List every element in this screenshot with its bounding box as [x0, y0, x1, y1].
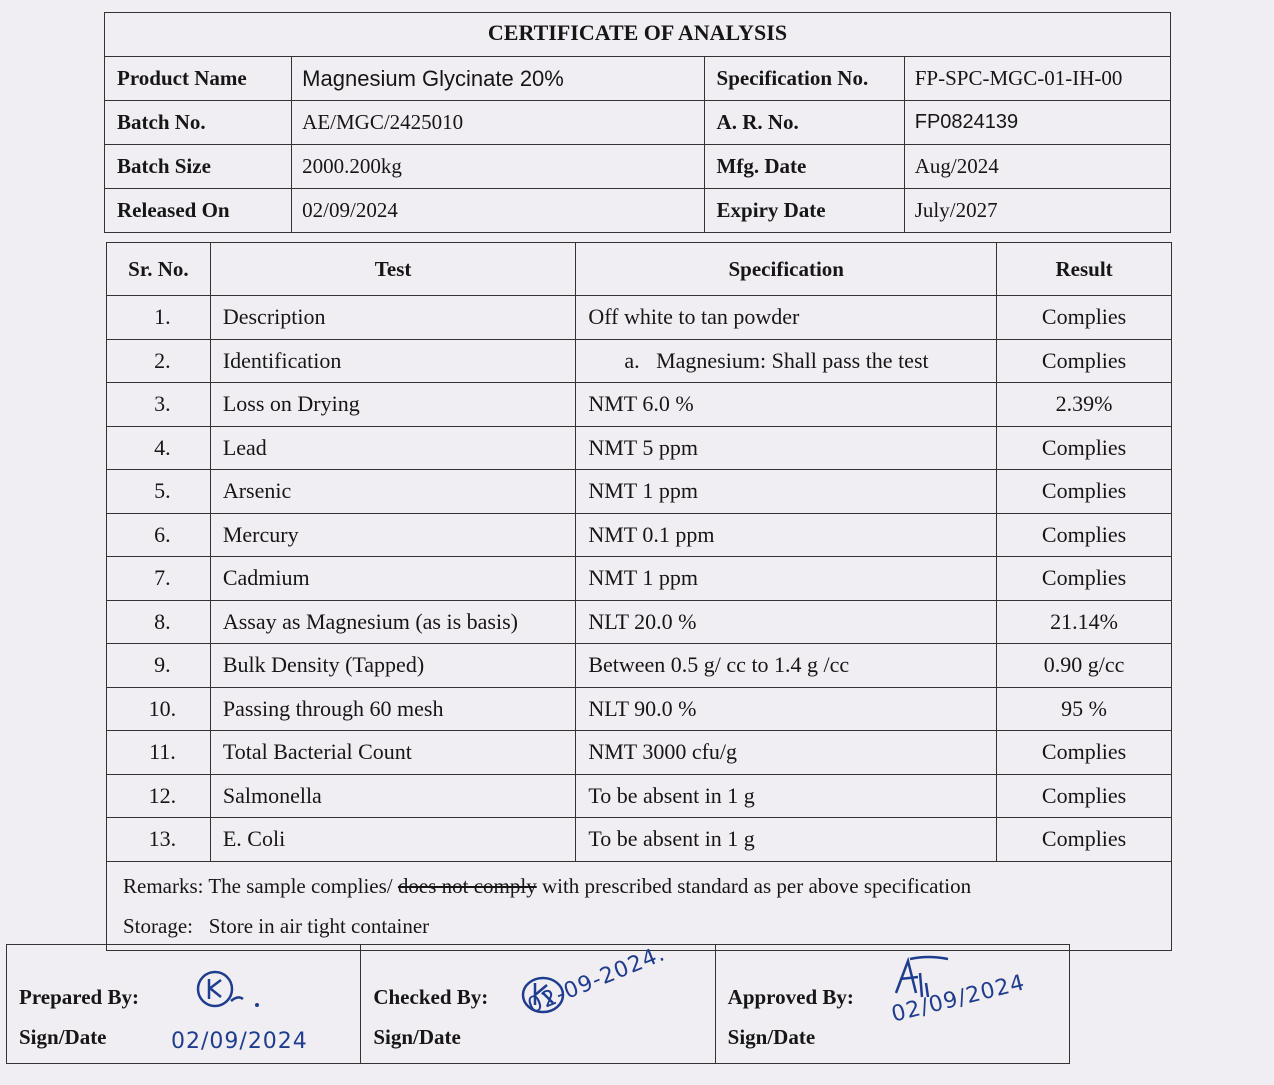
test-name: Identification: [210, 339, 575, 383]
test-name: Arsenic: [210, 470, 575, 514]
remarks-row: [107, 861, 1172, 950]
test-name: Assay as Magnesium (as is basis): [210, 600, 575, 644]
table-row: [107, 383, 1172, 427]
test-spec: NMT 3000 cfu/g: [576, 731, 997, 775]
remarks-suffix: with prescribed standard as per above specification: [536, 873, 972, 898]
test-spec: NLT 20.0 %: [576, 600, 997, 644]
approved-by-cell: [715, 945, 1069, 1064]
col-header-spec: Specification: [576, 243, 997, 296]
header-row: [107, 243, 1172, 296]
expiry-date-value: July/2027: [904, 189, 1170, 233]
col-header-test: Test: [210, 243, 575, 296]
table-row: [107, 557, 1172, 601]
prepared-by-cell: [7, 945, 361, 1064]
sr-no: 7.: [107, 557, 211, 601]
released-on-value: 02/09/2024: [292, 189, 704, 233]
test-result: Complies: [997, 470, 1172, 514]
spec-no-value: FP-SPC-MGC-01-IH-00: [904, 57, 1170, 101]
col-header-result: Result: [997, 243, 1172, 296]
table-row: [107, 600, 1172, 644]
test-spec: Between 0.5 g/ cc to 1.4 g /cc: [576, 644, 997, 688]
certificate-title: CERTIFICATE OF ANALYSIS: [104, 12, 1171, 57]
sr-no: 2.: [107, 339, 211, 383]
info-row: [105, 189, 1171, 233]
test-result: 95 %: [997, 687, 1172, 731]
released-on-label: Released On: [105, 189, 292, 233]
test-spec: NMT 1 ppm: [576, 470, 997, 514]
storage-label: Storage:: [123, 913, 193, 938]
table-row: [107, 774, 1172, 818]
mfg-date-label: Mfg. Date: [704, 145, 904, 189]
test-result: Complies: [997, 774, 1172, 818]
signoff-table: [6, 941, 1070, 1064]
remarks-struck-text: does not comply: [397, 873, 537, 898]
checked-sign-date-label: Sign/Date: [373, 1025, 461, 1049]
sr-no: 1.: [107, 296, 211, 340]
product-name-value: Magnesium Glycinate 20%: [292, 57, 704, 101]
info-row: [105, 145, 1171, 189]
sr-no: 10.: [107, 687, 211, 731]
table-row: [107, 339, 1172, 383]
batch-no-value: AE/MGC/2425010: [292, 101, 704, 145]
table-row: [107, 296, 1172, 340]
sr-no: 8.: [107, 600, 211, 644]
table-row: [107, 470, 1172, 514]
test-name: Lead: [210, 426, 575, 470]
test-name: Description: [210, 296, 575, 340]
test-result: Complies: [997, 513, 1172, 557]
test-spec: NMT 6.0 %: [576, 383, 997, 427]
info-row: [105, 101, 1171, 145]
test-spec: NLT 90.0 %: [576, 687, 997, 731]
table-row: [107, 731, 1172, 775]
sr-no: 13.: [107, 818, 211, 862]
checked-by-cell: [361, 941, 715, 1064]
table-row: [107, 644, 1172, 688]
test-result: 0.90 g/cc: [997, 644, 1172, 688]
test-result: Complies: [997, 731, 1172, 775]
sr-no: 5.: [107, 470, 211, 514]
test-spec: NMT 5 ppm: [576, 426, 997, 470]
mfg-date-value: Aug/2024: [904, 145, 1170, 189]
product-info-table: [104, 56, 1171, 233]
test-result: 21.14%: [997, 600, 1172, 644]
product-name-label: Product Name: [105, 57, 292, 101]
test-spec: Off white to tan powder: [576, 296, 997, 340]
sr-no: 11.: [107, 731, 211, 775]
batch-size-label: Batch Size: [105, 145, 292, 189]
test-name: Total Bacterial Count: [210, 731, 575, 775]
test-result: Complies: [997, 557, 1172, 601]
test-name: Salmonella: [210, 774, 575, 818]
ar-no-value: FP0824139: [904, 101, 1170, 145]
approved-sign-date-label: Sign/Date: [727, 1025, 816, 1049]
certificate-sheet: [104, 12, 1171, 1077]
sr-no: 12.: [107, 774, 211, 818]
test-results-table: [106, 242, 1172, 951]
checked-by-label: Checked By:: [373, 985, 489, 1009]
remarks-prefix: Remarks: The sample complies/: [123, 873, 398, 898]
prepared-date: 02/09/2024: [171, 1029, 308, 1054]
table-row: [107, 513, 1172, 557]
prepared-signature: [193, 967, 283, 1013]
storage-value: Store in air tight container: [208, 913, 430, 938]
test-name: Bulk Density (Tapped): [210, 644, 575, 688]
batch-no-label: Batch No.: [105, 101, 292, 145]
remarks-cell: [107, 861, 1172, 950]
sr-no: 3.: [107, 383, 211, 427]
checked-date: 02-09-2024.: [524, 941, 670, 1020]
test-result: Complies: [997, 339, 1172, 383]
test-name: Mercury: [210, 513, 575, 557]
test-spec: To be absent in 1 g: [576, 774, 997, 818]
test-name: Cadmium: [210, 557, 575, 601]
batch-size-value: 2000.200kg: [292, 145, 704, 189]
test-name: E. Coli: [210, 818, 575, 862]
remarks-line: [123, 866, 1155, 906]
signoff-row: [7, 945, 1070, 1064]
sr-no: 6.: [107, 513, 211, 557]
test-spec: NMT 1 ppm: [576, 557, 997, 601]
prepared-sign-date-label: Sign/Date: [19, 1025, 107, 1049]
test-name: Passing through 60 mesh: [210, 687, 575, 731]
sr-no: 9.: [107, 644, 211, 688]
spec-no-label: Specification No.: [704, 57, 904, 101]
table-row: [107, 818, 1172, 862]
table-row: [107, 687, 1172, 731]
test-spec: To be absent in 1 g: [576, 818, 997, 862]
test-result: Complies: [997, 426, 1172, 470]
approved-date: 02/09/2024: [888, 970, 1028, 1028]
prepared-by-label: Prepared By:: [19, 985, 139, 1009]
test-result: Complies: [997, 296, 1172, 340]
sr-no: 4.: [107, 426, 211, 470]
test-result: 2.39%: [997, 383, 1172, 427]
info-row: [105, 57, 1171, 101]
test-spec: a. Magnesium: Shall pass the test: [576, 339, 997, 383]
approved-by-label: Approved By:: [727, 985, 854, 1009]
ar-no-label: A. R. No.: [704, 101, 904, 145]
expiry-date-label: Expiry Date: [704, 189, 904, 233]
test-spec: NMT 0.1 ppm: [576, 513, 997, 557]
test-result: Complies: [997, 818, 1172, 862]
table-row: [107, 426, 1172, 470]
storage-line: [123, 906, 1155, 946]
test-name: Loss on Drying: [210, 383, 575, 427]
col-header-sr: Sr. No.: [107, 243, 211, 296]
